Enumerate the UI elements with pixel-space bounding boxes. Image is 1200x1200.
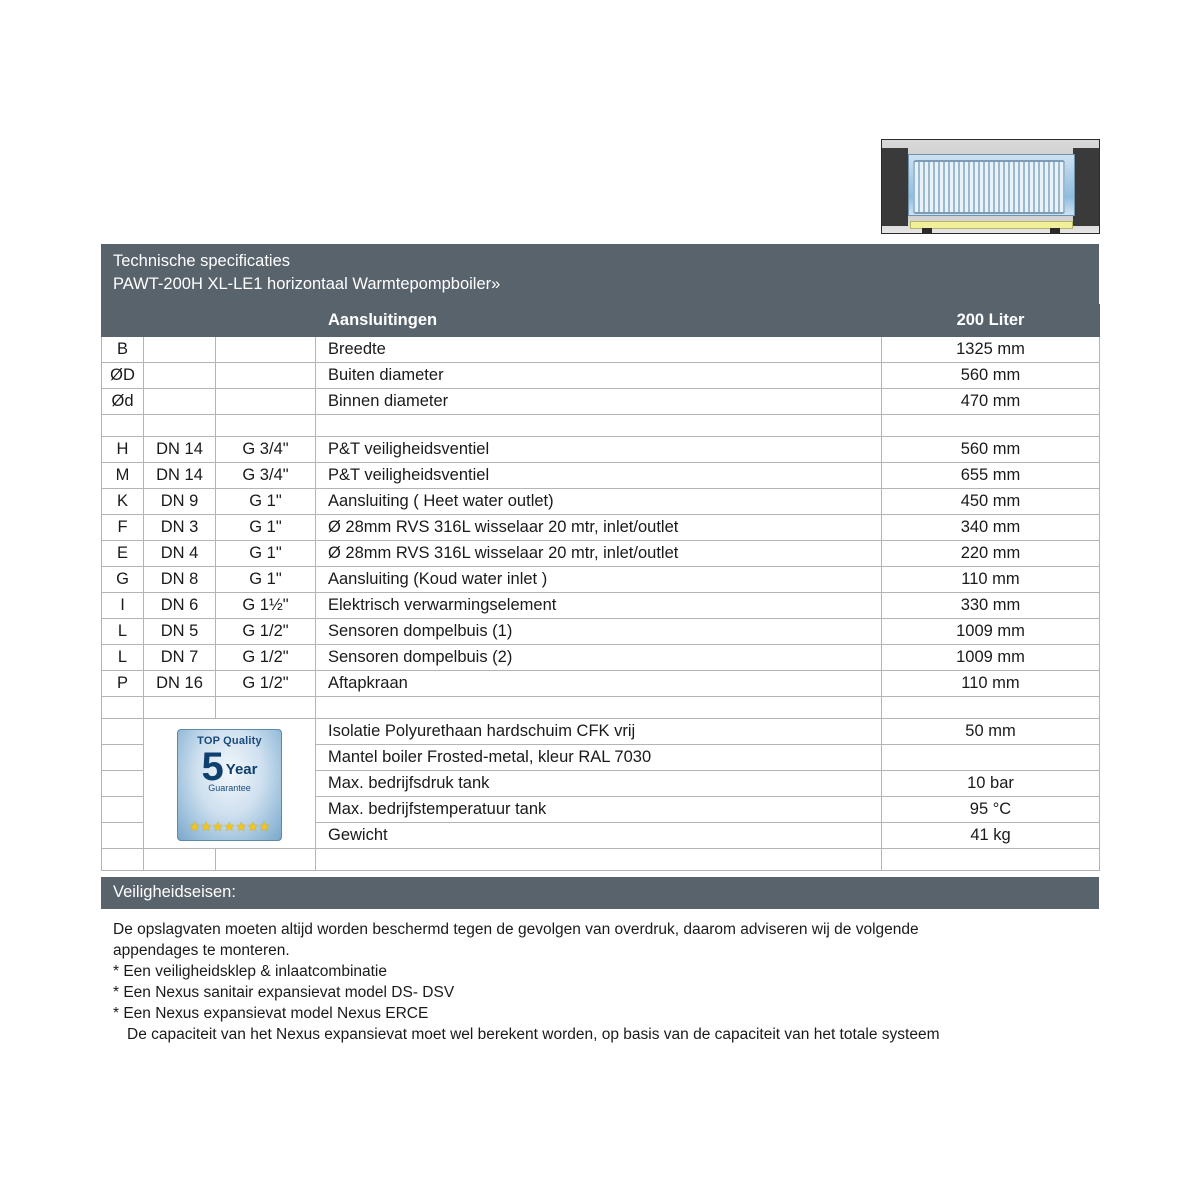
row-dn: DN 6 bbox=[144, 592, 216, 618]
row-value: 110 mm bbox=[882, 670, 1100, 696]
safety-line: De capaciteit van het Nexus expansievat moet wel berekent worden, op basis van de capaciteit van het totale systeem bbox=[127, 1026, 940, 1044]
badge-stars: ★★★★★★★ bbox=[188, 818, 271, 834]
table-row bbox=[102, 488, 1100, 514]
row-letter: L bbox=[102, 618, 144, 644]
row-dn: DN 16 bbox=[144, 670, 216, 696]
row-thread bbox=[216, 336, 316, 362]
row-value: 340 mm bbox=[882, 514, 1100, 540]
badge-top-text: TOP Quality bbox=[197, 734, 262, 747]
row-letter bbox=[102, 822, 144, 848]
table-row bbox=[102, 388, 1100, 414]
spacer-cell bbox=[882, 414, 1100, 436]
row-dn: DN 5 bbox=[144, 618, 216, 644]
top-quality-badge bbox=[177, 729, 282, 841]
spec-header-line-2: PAWT-200H XL-LE1 horizontaal Warmtepompboiler» bbox=[113, 275, 501, 294]
spacer-cell bbox=[882, 696, 1100, 718]
row-value: 330 mm bbox=[882, 592, 1100, 618]
table-row bbox=[102, 362, 1100, 388]
row-value: 470 mm bbox=[882, 388, 1100, 414]
product-image bbox=[881, 139, 1100, 234]
row-description: Buiten diameter bbox=[316, 362, 882, 388]
row-letter bbox=[102, 744, 144, 770]
row-description: Max. bedrijfstemperatuur tank bbox=[316, 796, 882, 822]
row-letter: H bbox=[102, 436, 144, 462]
row-letter: I bbox=[102, 592, 144, 618]
safety-section-body bbox=[101, 919, 1099, 1045]
row-letter: B bbox=[102, 336, 144, 362]
row-letter: K bbox=[102, 488, 144, 514]
row-description: P&T veiligheidsventiel bbox=[316, 436, 882, 462]
table-row bbox=[102, 618, 1100, 644]
table-row bbox=[102, 644, 1100, 670]
spacer-cell bbox=[316, 848, 882, 870]
table-subheader-row bbox=[102, 304, 1100, 336]
quality-badge-cell bbox=[144, 718, 316, 848]
row-dn: DN 7 bbox=[144, 644, 216, 670]
row-description: Aansluiting ( Heet water outlet) bbox=[316, 488, 882, 514]
spacer-cell bbox=[316, 696, 882, 718]
table-row bbox=[102, 566, 1100, 592]
row-letter: F bbox=[102, 514, 144, 540]
row-thread: G 1" bbox=[216, 566, 316, 592]
row-value: 41 kg bbox=[882, 822, 1100, 848]
row-value: 560 mm bbox=[882, 362, 1100, 388]
spec-table bbox=[101, 304, 1100, 871]
row-thread: G 1" bbox=[216, 488, 316, 514]
safety-line: * Een veiligheidsklep & inlaatcombinatie bbox=[113, 963, 387, 980]
spacer-cell bbox=[144, 848, 216, 870]
row-description: Mantel boiler Frosted-metal, kleur RAL 7030 bbox=[316, 744, 882, 770]
row-value: 10 bar bbox=[882, 770, 1100, 796]
safety-line: appendages te monteren. bbox=[113, 941, 290, 959]
spec-sheet bbox=[101, 244, 1099, 1045]
subheader-blank-c bbox=[216, 304, 316, 336]
row-value: 1009 mm bbox=[882, 618, 1100, 644]
row-value: 655 mm bbox=[882, 462, 1100, 488]
row-description: Aftapkraan bbox=[316, 670, 882, 696]
row-letter bbox=[102, 796, 144, 822]
row-description: Gewicht bbox=[316, 822, 882, 848]
product-image-foot bbox=[922, 228, 932, 233]
product-image-endcap-left bbox=[882, 148, 908, 226]
row-letter bbox=[102, 770, 144, 796]
badge-number: 5 bbox=[201, 744, 224, 789]
row-letter: G bbox=[102, 566, 144, 592]
row-dn: DN 9 bbox=[144, 488, 216, 514]
row-value: 50 mm bbox=[882, 718, 1100, 744]
badge-guarantee-text: Guarantee bbox=[208, 782, 251, 793]
safety-line: De opslagvaten moeten altijd worden beschermd tegen de gevolgen van overdruk, daarom adviseren wij de volgende bbox=[113, 920, 919, 938]
row-description: P&T veiligheidsventiel bbox=[316, 462, 882, 488]
safety-line: * Een Nexus sanitair expansievat model DS- DSV bbox=[113, 984, 455, 1002]
spacer-cell bbox=[144, 414, 216, 436]
product-image-endcap-right bbox=[1073, 148, 1099, 226]
product-image-base bbox=[910, 221, 1073, 229]
row-thread: G 3/4" bbox=[216, 436, 316, 462]
table-row bbox=[102, 670, 1100, 696]
spacer-cell bbox=[102, 414, 144, 436]
row-value: 95 °C bbox=[882, 796, 1100, 822]
row-dn: DN 14 bbox=[144, 436, 216, 462]
row-dn bbox=[144, 362, 216, 388]
row-thread: G 1/2" bbox=[216, 618, 316, 644]
row-value: 1325 mm bbox=[882, 336, 1100, 362]
table-row bbox=[102, 436, 1100, 462]
row-description: Aansluiting (Koud water inlet ) bbox=[316, 566, 882, 592]
row-thread bbox=[216, 388, 316, 414]
row-value: 560 mm bbox=[882, 436, 1100, 462]
row-thread: G 1" bbox=[216, 514, 316, 540]
table-row bbox=[102, 540, 1100, 566]
table-row bbox=[102, 592, 1100, 618]
row-thread: G 1" bbox=[216, 540, 316, 566]
row-dn bbox=[144, 336, 216, 362]
product-image-coil bbox=[913, 160, 1065, 214]
spec-header-line-1: Technische specificaties bbox=[113, 252, 291, 270]
row-letter: ØD bbox=[102, 362, 144, 388]
spacer-cell bbox=[882, 848, 1100, 870]
row-description: Sensoren dompelbuis (1) bbox=[316, 618, 882, 644]
row-description: Breedte bbox=[316, 336, 882, 362]
table-spacer-row bbox=[102, 414, 1100, 436]
row-thread bbox=[216, 362, 316, 388]
row-description: Ø 28mm RVS 316L wisselaar 20 mtr, inlet/outlet bbox=[316, 514, 882, 540]
spacer-cell bbox=[316, 414, 882, 436]
row-letter: Ød bbox=[102, 388, 144, 414]
row-dn: DN 14 bbox=[144, 462, 216, 488]
row-description: Isolatie Polyurethaan hardschuim CFK vrij bbox=[316, 718, 882, 744]
row-description: Elektrisch verwarmingselement bbox=[316, 592, 882, 618]
row-value bbox=[882, 744, 1100, 770]
safety-line: * Een Nexus expansievat model Nexus ERCE bbox=[113, 1005, 429, 1023]
row-description: Max. bedrijfsdruk tank bbox=[316, 770, 882, 796]
row-letter: E bbox=[102, 540, 144, 566]
row-dn: DN 8 bbox=[144, 566, 216, 592]
row-thread: G 1/2" bbox=[216, 670, 316, 696]
row-letter: M bbox=[102, 462, 144, 488]
subheader-connections-label: Aansluitingen bbox=[316, 304, 882, 336]
table-spacer-row bbox=[102, 848, 1100, 870]
table-row bbox=[102, 718, 1100, 744]
safety-section-title: Veiligheidseisen: bbox=[101, 877, 1099, 909]
subheader-blank-a bbox=[102, 304, 144, 336]
row-description: Sensoren dompelbuis (2) bbox=[316, 644, 882, 670]
row-thread: G 1½" bbox=[216, 592, 316, 618]
table-row bbox=[102, 514, 1100, 540]
row-value: 220 mm bbox=[882, 540, 1100, 566]
spacer-cell bbox=[144, 696, 216, 718]
row-thread: G 1/2" bbox=[216, 644, 316, 670]
row-description: Ø 28mm RVS 316L wisselaar 20 mtr, inlet/outlet bbox=[316, 540, 882, 566]
row-thread: G 3/4" bbox=[216, 462, 316, 488]
row-dn bbox=[144, 388, 216, 414]
row-value: 450 mm bbox=[882, 488, 1100, 514]
spacer-cell bbox=[216, 848, 316, 870]
table-spacer-row bbox=[102, 696, 1100, 718]
table-row bbox=[102, 462, 1100, 488]
subheader-blank-b bbox=[144, 304, 216, 336]
row-letter: P bbox=[102, 670, 144, 696]
spec-header bbox=[101, 244, 1099, 304]
badge-year-text: Year bbox=[225, 760, 258, 778]
spacer-cell bbox=[102, 848, 144, 870]
row-dn: DN 4 bbox=[144, 540, 216, 566]
row-value: 1009 mm bbox=[882, 644, 1100, 670]
row-letter bbox=[102, 718, 144, 744]
product-image-foot bbox=[1050, 228, 1060, 233]
row-letter: L bbox=[102, 644, 144, 670]
table-row bbox=[102, 336, 1100, 362]
spacer-cell bbox=[216, 696, 316, 718]
spacer-cell bbox=[102, 696, 144, 718]
row-description: Binnen diameter bbox=[316, 388, 882, 414]
spacer-cell bbox=[216, 414, 316, 436]
row-value: 110 mm bbox=[882, 566, 1100, 592]
row-dn: DN 3 bbox=[144, 514, 216, 540]
subheader-capacity-label: 200 Liter bbox=[882, 304, 1100, 336]
